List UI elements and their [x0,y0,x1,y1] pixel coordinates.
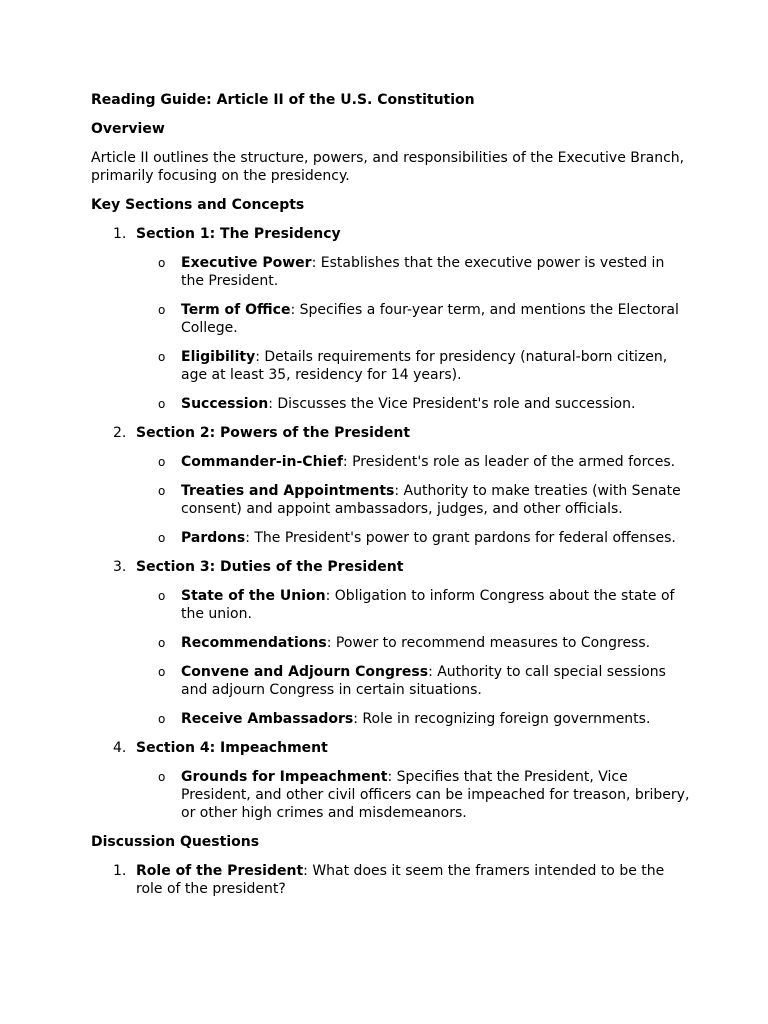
section-number: 3. [113,559,127,575]
question-item [91,862,691,898]
section-title: Section 1: The Presidency [136,226,341,242]
bullet-term: Pardons [181,530,246,546]
bullet-text: : Specifies a four-year term, and mentions the Electoral College. [181,302,679,336]
question-term: Role of the President [136,863,304,879]
bullet-item [91,663,691,699]
bullet-item [91,348,691,384]
bullet-term: Commander-in-Chief [181,454,343,470]
bullet-marker: o [158,770,166,784]
bullet-item [91,529,691,547]
bullet-list [91,453,691,547]
section-item [91,225,691,413]
bullet-list [91,587,691,728]
bullet-term: Term of Office [181,302,291,318]
section-item [91,739,691,822]
bullet-marker: o [158,303,166,317]
bullet-item [91,634,691,652]
bullet-marker: o [158,531,166,545]
section-number: 2. [113,425,127,441]
section-number: 1. [113,226,127,242]
bullet-term: Recommendations [181,635,327,651]
bullet-term: Receive Ambassadors [181,711,354,727]
sections-list [91,225,691,822]
bullet-list [91,768,691,822]
bullet-text: : Power to recommend measures to Congress. [326,635,651,651]
bullet-marker: o [158,256,166,270]
bullet-text: : Authority to make treaties (with Senate consent) and appoint ambassadors, judges, and other officials. [181,483,681,517]
bullet-marker: o [158,455,166,469]
bullet-term: Succession [181,396,269,412]
bullet-item [91,395,691,413]
questions-list [91,862,691,898]
bullet-item [91,587,691,623]
bullet-text: : Discusses the Vice President's role and succession. [268,396,636,412]
bullet-marker: o [158,665,166,679]
section-title: Section 3: Duties of the President [136,559,404,575]
question-text: : What does it seem the framers intended to be the role of the president? [136,863,665,897]
section-title: Section 2: Powers of the President [136,425,411,441]
bullet-text: : Establishes that the executive power is vested in the President. [181,255,665,289]
bullet-marker: o [158,712,166,726]
section-item [91,558,691,728]
bullet-item [91,710,691,728]
bullet-text: : Authority to call special sessions and adjourn Congress in certain situations. [181,664,666,698]
key-sections-heading: Key Sections and Concepts [91,197,305,213]
bullet-item [91,768,691,822]
section-title: Section 4: Impeachment [136,740,328,756]
bullet-term: Treaties and Appointments [181,483,395,499]
bullet-term: Convene and Adjourn Congress [181,664,429,680]
bullet-text: : Obligation to inform Congress about the state of the union. [181,588,675,622]
bullet-marker: o [158,350,166,364]
bullet-marker: o [158,636,166,650]
bullet-text: : Role in recognizing foreign governments. [353,711,651,727]
bullet-marker: o [158,397,166,411]
bullet-term: Eligibility [181,349,256,365]
section-item [91,424,691,547]
document-page [91,91,691,898]
bullet-item [91,301,691,337]
bullet-text: : Specifies that the President, Vice President, and other civil officers can be impeached for treason, bribery, or other high crimes and misdemeanors. [181,769,690,821]
bullet-text: : Details requirements for presidency (natural-born citizen, age at least 35, residency for 14 years). [181,349,668,383]
bullet-item [91,453,691,471]
bullet-term: Executive Power [181,255,312,271]
section-number: 4. [113,740,127,756]
bullet-marker: o [158,589,166,603]
bullet-text: : President's role as leader of the armed forces. [342,454,676,470]
discussion-heading: Discussion Questions [91,834,260,850]
bullet-term: Grounds for Impeachment [181,769,388,785]
bullet-item [91,254,691,290]
bullet-term: State of the Union [181,588,326,604]
overview-text: Article II outlines the structure, powers, and responsibilities of the Executive Branch, primarily focusing on the presidency. [91,150,685,184]
bullet-item [91,482,691,518]
overview-heading: Overview [91,121,165,137]
bullet-marker: o [158,484,166,498]
bullet-text: : The President's power to grant pardons for federal offenses. [245,530,676,546]
question-number: 1. [113,863,127,879]
bullet-list [91,254,691,413]
document-title: Reading Guide: Article II of the U.S. Constitution [91,92,475,108]
